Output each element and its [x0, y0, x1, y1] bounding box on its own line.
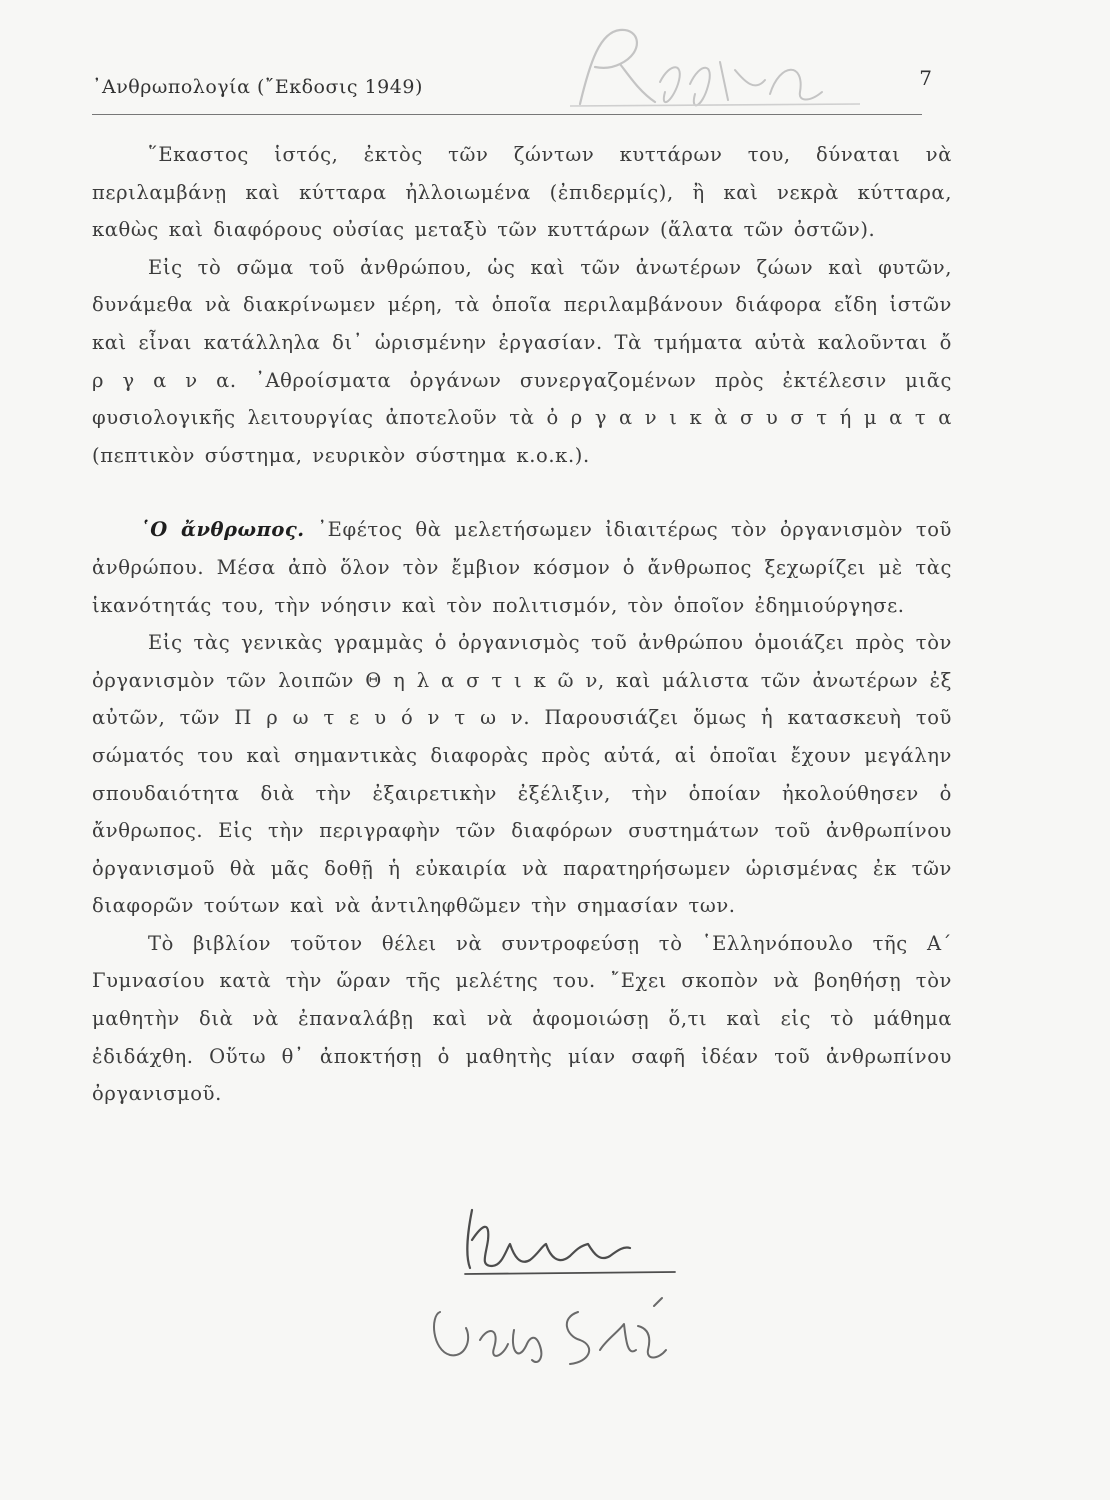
header-rule [92, 114, 922, 115]
paragraph-2-text: Εἰς τὸ σῶμα τοῦ ἀνθρώπου, ὡς καὶ τῶν ἀνωτέρων ζώων καὶ φυτῶν, δυνάμεθα νὰ διακρίνωμεν μέρη, τὰ ὁποῖα περιλαμβάνουν διάφορα εἴδη ἱστῶν καὶ εἶναι κατάλληλα δι᾽ ὡρισμένην ἐργασίαν. Τὰ τμήματα αὐτὰ καλοῦνται ὄ ρ γ α ν α. ᾽Αθροίσματα ὀργάνων συνεργαζομένων πρὸς ἐκτέλεσιν μιᾶς φυσιολογικῆς λειτουργίας ἀποτελοῦν τὰ ὀ ρ γ α ν ι κ ὰ σ υ σ τ ή μ α τ α (πεπτικὸν σύστημα, νευρικὸν σύστημα κ.ο.κ.). [92, 255, 952, 467]
running-title: ᾽Ανθρωπολογία (῎Εκδοσις 1949) [92, 76, 423, 98]
paragraph-2 [92, 249, 952, 475]
section-heading: ῾Ο ἄνθρωπος. [140, 518, 305, 542]
body-text [92, 136, 952, 1113]
paragraph-1-text: ῞Εκαστος ἱστός, ἐκτὸς τῶν ζώντων κυττάρων του, δύναται νὰ περιλαμβάνῃ καὶ κύτταρα ἠλλοιωμένα (ἐπιδερμίς), ἢ καὶ νεκρὰ κύτταρα, καθὼς καὶ διαφόρους οὐσίας μεταξὺ τῶν κυττάρων (ἅλατα τῶν ὀστῶν). [92, 143, 952, 242]
paragraph-4-text: Εἰς τὰς γενικὰς γραμμὰς ὁ ὀργανισμὸς τοῦ ἀνθρώπου ὁμοιάζει πρὸς τὸν ὀργανισμὸν τῶν λοιπῶν Θ η λ α σ τ ι κ ῶ ν, καὶ μάλιστα τῶν ἀνωτέρων ἐξ αὐτῶν, τῶν Π ρ ω τ ε υ ό ν τ ω ν. Παρουσιάζει ὅμως ἡ κατασκευὴ τοῦ σώματός του καὶ σημαντικὰς διαφορὰς πρὸς αὐτά, αἱ ὁποῖαι ἔχουν μεγάλην σπουδαιότητα διὰ τὴν ἐξαιρετικὴν ἐξέλιξιν, τὴν ὁποίαν ἠκολούθησεν ὁ ἄνθρωπος. Εἰς τὴν περιγραφὴν τῶν διαφόρων συστημάτων τοῦ ἀνθρωπίνου ὀργανισμοῦ θὰ μᾶς δοθῇ ἡ εὐκαιρία νὰ παρατηρήσωμεν ὡρισμένας ἐκ τῶν διαφορῶν τούτων καὶ νὰ ἀντιληφθῶμεν τὴν σημασίαν των. [92, 631, 952, 918]
paragraph-5 [92, 925, 952, 1113]
paragraph-3 [92, 511, 952, 624]
pencil-handwriting-stamp [560, 22, 880, 112]
paragraph-3-text: ᾽Εφέτος θὰ μελετήσωμεν ἰδιαιτέρως τὸν ὀργανισμὸν τοῦ ἀνθρώπου. Μέσα ἀπὸ ὅλον τὸν ἔμβιον κόσμον ὁ ἄνθρωπος ξεχωρίζει μὲ τὰς ἱκανότητάς του, τὴν νόησιν καὶ τὸν πολιτισμόν, τὸν ὁποῖον ἐδημιούργησε. [92, 518, 952, 617]
handwritten-signature [410, 1200, 710, 1400]
paragraph-5-text: Τὸ βιβλίον τοῦτον θέλει νὰ συντροφεύσῃ τὸ ῾Ελληνόπουλο τῆς Α΄ Γυμνασίου κατὰ τὴν ὥραν τῆς μελέτης του. ῎Εχει σκοπὸν νὰ βοηθήσῃ τὸν μαθητὴν διὰ νὰ ἐπαναλάβῃ καὶ νὰ ἀφομοιώσῃ ὅ,τι καὶ εἰς τὸ μάθημα ἐδιδάχθη. Οὕτω θ᾽ ἀποκτήσῃ ὁ μαθητὴς μίαν σαφῆ ἰδέαν τοῦ ἀνθρωπίνου ὀργανισμοῦ. [92, 931, 952, 1106]
paragraph-1 [92, 136, 952, 249]
paragraph-4 [92, 624, 952, 925]
page-number: 7 [919, 66, 932, 90]
